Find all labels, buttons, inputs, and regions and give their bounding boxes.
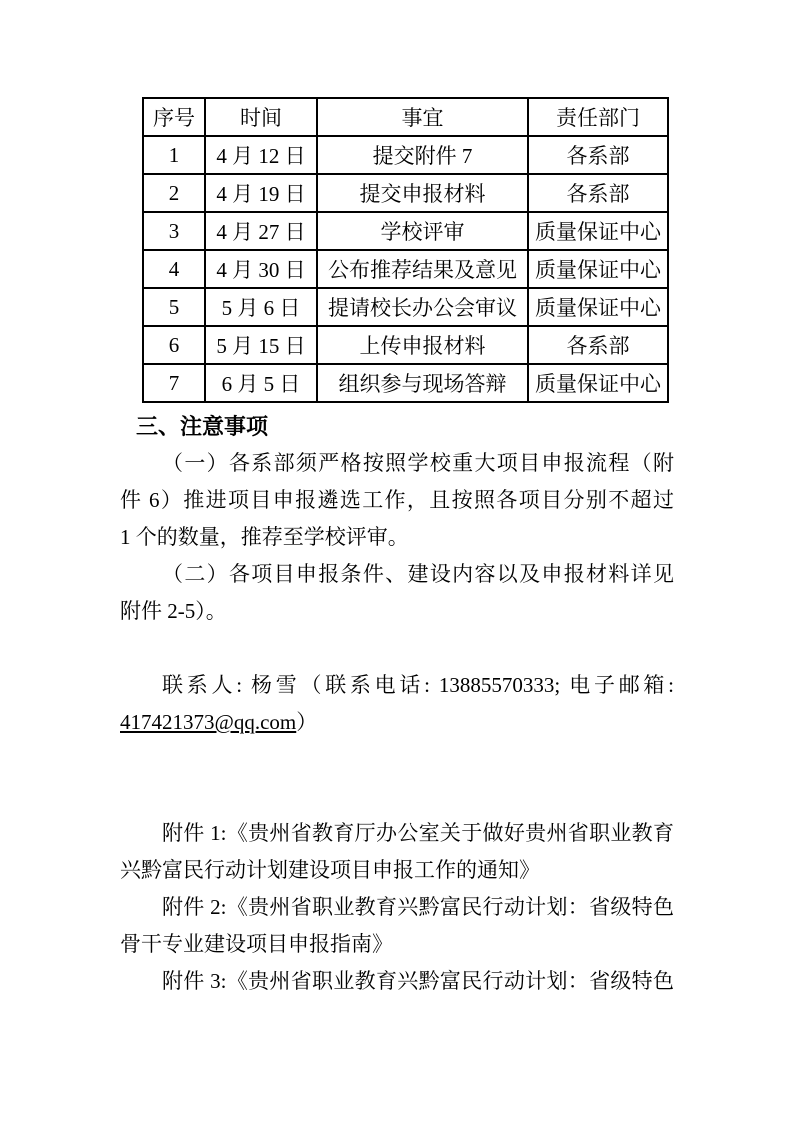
schedule-table [142, 97, 669, 403]
email-link[interactable]: 417421373@qq.com [120, 710, 297, 734]
attachment-2-line: 附件 2:《贵州省职业教育兴黔富民行动计划：省级特色 [162, 895, 674, 919]
table-cell: 6 月 5 日 [205, 364, 317, 402]
table-cell: 4 月 30 日 [205, 250, 317, 288]
table-cell: 组织参与现场答辩 [317, 364, 528, 402]
table-row [143, 288, 668, 326]
attachment-1-line: 附件 1:《贵州省教育厅办公室关于做好贵州省职业教育 [162, 821, 674, 845]
table-cell: 4 [143, 250, 205, 288]
contact-closing-paren: ） [296, 710, 318, 734]
table-cell: 学校评审 [317, 212, 528, 250]
table-cell: 各系部 [528, 326, 668, 364]
attachment-3-line: 附件 3:《贵州省职业教育兴黔富民行动计划：省级特色 [162, 969, 674, 993]
table-cell: 5 月 15 日 [205, 326, 317, 364]
paragraph-2-line: （二）各项目申报条件、建设内容以及申报材料详见 [162, 562, 674, 586]
table-cell: 质量保证中心 [528, 288, 668, 326]
attachment-2-line: 骨干专业建设项目申报指南》 [120, 932, 393, 956]
table-cell: 质量保证中心 [528, 250, 668, 288]
table-cell: 质量保证中心 [528, 212, 668, 250]
table-cell: 5 月 6 日 [205, 288, 317, 326]
table-cell: 公布推荐结果及意见 [317, 250, 528, 288]
table-header-row [143, 98, 668, 136]
table-row [143, 174, 668, 212]
contact-line: 联系人: 杨雪（联系电话: 13885570333; 电子邮箱: [162, 673, 674, 697]
blank-line [120, 630, 674, 667]
table-row [143, 364, 668, 402]
table-row [143, 212, 668, 250]
table-cell: 提交申报材料 [317, 174, 528, 212]
blank-lines [120, 741, 674, 815]
table-cell: 各系部 [528, 136, 668, 174]
paragraph-1-line: 件 6）推进项目申报遴选工作，且按照各项目分别不超过 [120, 488, 674, 512]
table-cell: 各系部 [528, 174, 668, 212]
table-cell: 6 [143, 326, 205, 364]
table-cell: 7 [143, 364, 205, 402]
table-header-cell: 时间 [205, 98, 317, 136]
table-cell: 5 [143, 288, 205, 326]
table-cell: 提交附件 7 [317, 136, 528, 174]
table-header-cell: 责任部门 [528, 98, 668, 136]
table-cell: 质量保证中心 [528, 364, 668, 402]
table-cell: 2 [143, 174, 205, 212]
table-cell: 1 [143, 136, 205, 174]
table-header-cell: 序号 [143, 98, 205, 136]
table-cell: 4 月 27 日 [205, 212, 317, 250]
table-cell: 提请校长办公会审议 [317, 288, 528, 326]
table-row [143, 326, 668, 364]
paragraph-2-line: 附件 2-5）。 [120, 599, 227, 623]
paragraph-1-line: （一）各系部须严格按照学校重大项目申报流程（附 [162, 451, 674, 475]
table-header-cell: 事宜 [317, 98, 528, 136]
table-cell: 4 月 12 日 [205, 136, 317, 174]
table-cell: 上传申报材料 [317, 326, 528, 364]
table-row [143, 136, 668, 174]
section-heading: 三、注意事项 [136, 414, 269, 439]
paragraph-1-line: 1 个的数量，推荐至学校评审。 [120, 525, 409, 549]
table-cell: 4 月 19 日 [205, 174, 317, 212]
table-row [143, 250, 668, 288]
attachment-1-line: 兴黔富民行动计划建设项目申报工作的通知》 [120, 858, 540, 882]
contact-line [120, 704, 674, 741]
table-cell: 3 [143, 212, 205, 250]
